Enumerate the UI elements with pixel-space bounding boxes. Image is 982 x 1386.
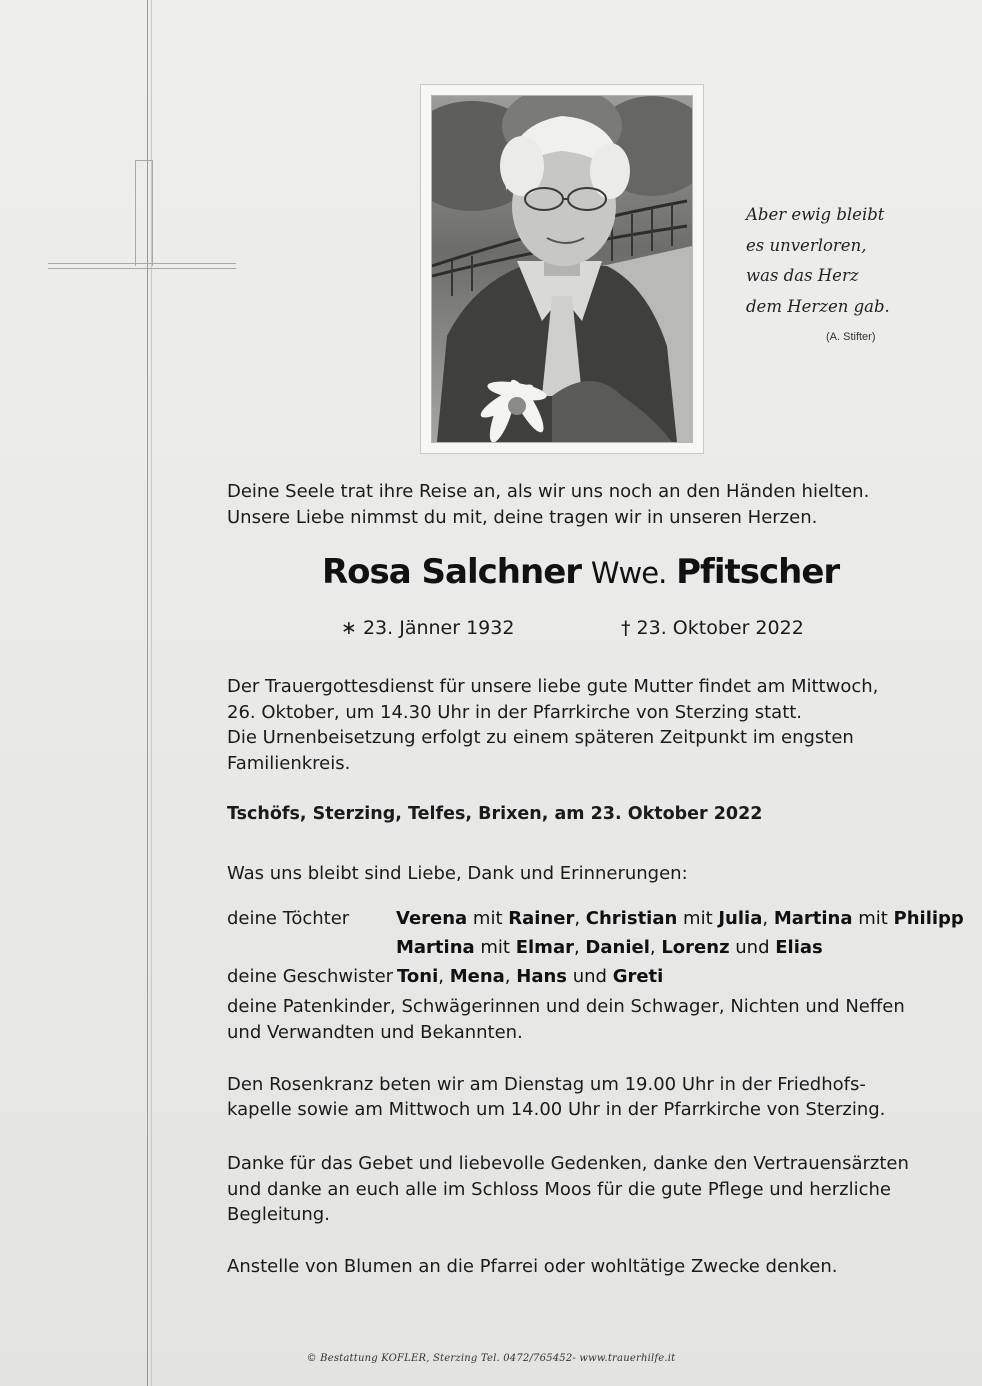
flowers-line: Anstelle von Blumen an die Pfarrei oder wohltätige Zwecke denken. xyxy=(227,1256,838,1277)
family-connector-text: mit xyxy=(852,908,894,929)
rosary-line: kapelle sowie am Mittwoch um 14.00 Uhr in der Pfarrkirche von Sterzing. xyxy=(227,1099,886,1120)
thanks-line: Danke für das Gebet und liebevolle Gedenken, danke den Vertrauensärzten xyxy=(227,1153,909,1174)
birth-date: ∗ 23. Jänner 1932 xyxy=(341,617,515,639)
family-member-name: Martina xyxy=(773,908,853,929)
daughters-label: deine Töchter xyxy=(227,908,350,929)
deceased-widow-prefix: Wwe. xyxy=(590,556,667,590)
family-member-name: Philipp xyxy=(893,908,964,929)
family-connector-text: und xyxy=(567,966,613,987)
quote-block xyxy=(746,200,946,322)
thanks-line: Begleitung. xyxy=(227,1204,330,1225)
quote-line: dem Herzen gab. xyxy=(746,296,890,316)
family-member-name: Elmar xyxy=(515,937,574,958)
place-date: Tschöfs, Sterzing, Telfes, Brixen, am 23. Oktober 2022 xyxy=(227,804,763,824)
family-connector-text: mit xyxy=(677,908,719,929)
rosary-line: Den Rosenkranz beten wir am Dienstag um 19.00 Uhr in der Friedhofs- xyxy=(227,1074,866,1095)
family-member-name: Hans xyxy=(516,966,567,987)
quote-line: Aber ewig bleibt xyxy=(746,205,885,224)
family-member-name: Greti xyxy=(612,966,664,987)
family-member-name: Verena xyxy=(396,908,468,929)
family-connector-text: mit xyxy=(467,908,509,929)
quote-line: was das Herz xyxy=(746,266,859,285)
quote-line: es unverloren, xyxy=(746,235,867,255)
family-member-name: Daniel xyxy=(585,937,650,958)
family-member-name: Lorenz xyxy=(661,937,730,958)
siblings-names xyxy=(397,966,663,987)
quote-source: (A. Stifter) xyxy=(826,331,876,343)
family-connector-text: , xyxy=(438,966,450,987)
left-margin-rule xyxy=(147,0,148,1386)
family-member-name: Christian xyxy=(585,908,678,929)
service-line: Der Trauergottesdienst für unsere liebe gute Mutter findet am Mittwoch, xyxy=(227,676,879,697)
family-member-name: Julia xyxy=(718,908,763,929)
family-member-name: Martina xyxy=(396,937,475,958)
family-connector-text: und xyxy=(729,937,776,958)
family-connector-text: , xyxy=(574,908,586,929)
relatives-line: und Verwandten und Bekannten. xyxy=(227,1022,523,1043)
family-connector-text: , xyxy=(649,937,662,958)
portrait-photo xyxy=(431,95,693,443)
service-line: Die Urnenbeisetzung erfolgt zu einem späteren Zeitpunkt im engsten xyxy=(227,727,854,748)
deceased-married-name: Pfitscher xyxy=(676,552,840,592)
service-line: Familienkreis. xyxy=(227,753,351,774)
deceased-name xyxy=(322,552,839,592)
footer-credit: © Bestattung KOFLER, Sterzing Tel. 0472/765452- www.trauerhilfe.it xyxy=(306,1353,676,1364)
death-date: † 23. Oktober 2022 xyxy=(621,617,804,639)
family-connector-text: mit xyxy=(474,937,516,958)
intro-line: Unsere Liebe nimmst du mit, deine tragen wir in unseren Herzen. xyxy=(227,507,818,528)
family-connector-text: , xyxy=(573,937,586,958)
relatives-line: deine Patenkinder, Schwägerinnen und dein Schwager, Nichten und Neffen xyxy=(227,996,905,1017)
family-connector-text: , xyxy=(762,908,774,929)
siblings-label: deine Geschwister xyxy=(227,966,394,987)
portrait-frame xyxy=(420,84,704,454)
intro-line: Deine Seele trat ihre Reise an, als wir uns noch an den Händen hielten. xyxy=(227,481,870,502)
family-member-name: Elias xyxy=(775,937,823,958)
daughters-line-2 xyxy=(396,937,823,958)
family-member-name: Rainer xyxy=(508,908,575,929)
service-line: 26. Oktober, um 14.30 Uhr in der Pfarrkirche von Sterzing statt. xyxy=(227,702,803,723)
thanks-line: und danke an euch alle im Schloss Moos für die gute Pflege und herzliche xyxy=(227,1179,891,1200)
family-member-name: Toni xyxy=(397,966,439,987)
daughters-line-1 xyxy=(396,908,964,929)
remains-line: Was uns bleibt sind Liebe, Dank und Erinnerungen: xyxy=(227,863,688,884)
family-connector-text: , xyxy=(504,966,517,987)
deceased-first-last: Rosa Salchner xyxy=(322,552,582,592)
family-member-name: Mena xyxy=(449,966,505,987)
